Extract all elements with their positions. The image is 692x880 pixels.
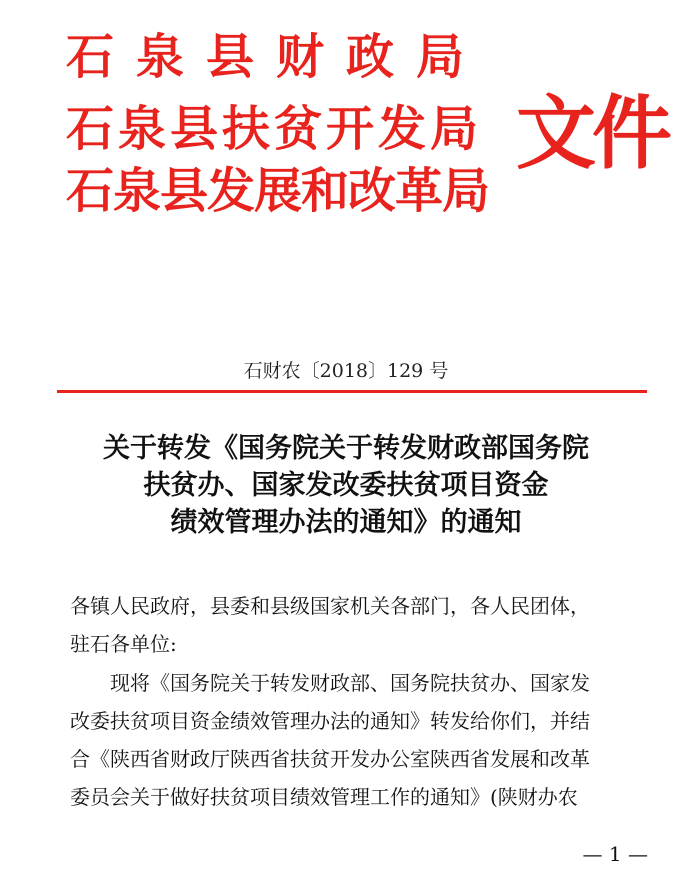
document-title xyxy=(40,430,652,541)
body-line: 合《陕西省财政厅陕西省扶贫开发办公室陕西省发展和改革 xyxy=(70,747,590,771)
body-line: 委员会关于做好扶贫项目绩效管理工作的通知》(陕财办农 xyxy=(70,785,578,809)
title-line: 扶贫办、国家发改委扶贫项目资金 xyxy=(143,470,549,501)
issuer-finance-bureau: 石泉县财政局 xyxy=(66,29,487,85)
issuer-poverty-alleviation-bureau: 石泉县扶贫开发局 xyxy=(66,101,483,157)
issuer-development-reform-bureau: 石泉县发展和改革局 xyxy=(66,163,490,219)
addressee xyxy=(70,587,640,663)
page-number: — 1 — xyxy=(582,842,648,866)
title-line: 关于转发《国务院关于转发财政部国务院 xyxy=(103,433,589,464)
addressee-line: 驻石各单位: xyxy=(70,632,177,656)
body-paragraph xyxy=(70,664,640,816)
document-number: 石财农〔2018〕129 号 xyxy=(243,360,449,382)
body-line: 改委扶贫项目资金绩效管理办法的通知》转发给你们，并结 xyxy=(70,709,590,733)
title-line: 绩效管理办法的通知》的通知 xyxy=(170,507,522,538)
red-divider-line xyxy=(57,390,647,393)
document-header-word: 文件 xyxy=(516,86,668,180)
addressee-line: 各镇人民政府，县委和县级国家机关各部门，各人民团体， xyxy=(70,594,590,618)
body-line: 现将《国务院关于转发财政部、国务院扶贫办、国家发 xyxy=(110,671,590,695)
